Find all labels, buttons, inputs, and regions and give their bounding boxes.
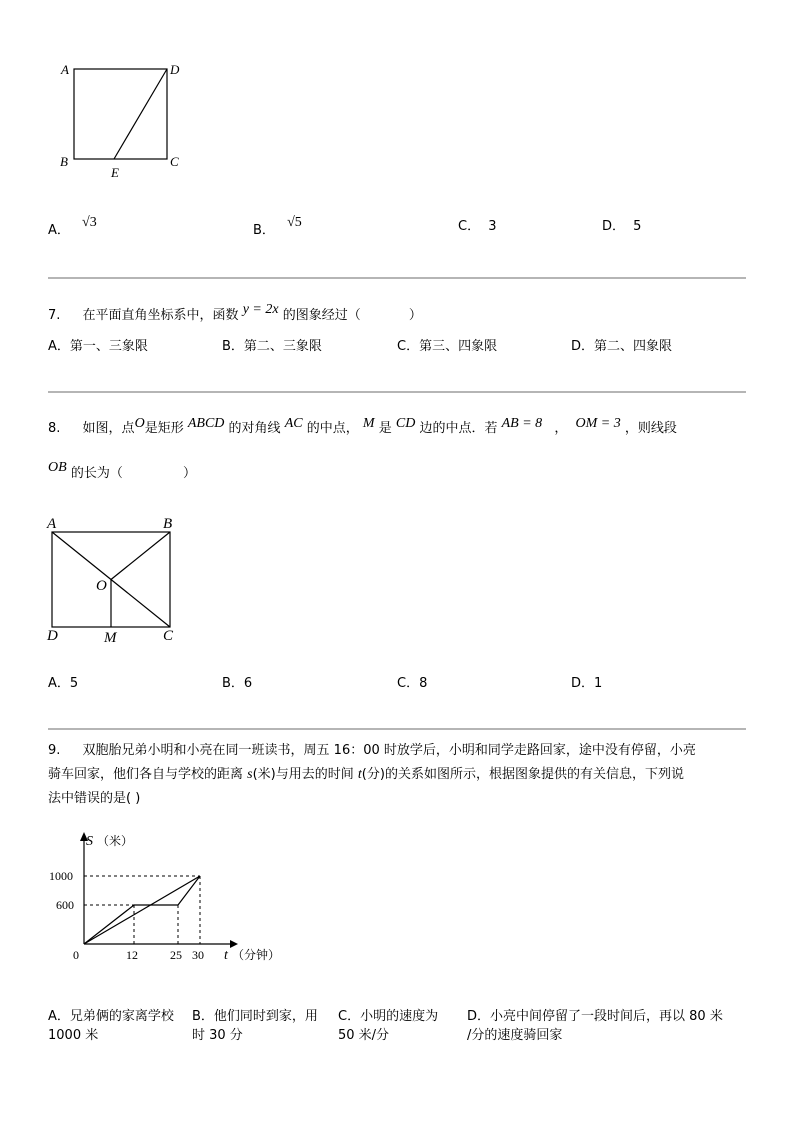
q8-segment-ob: OB — [48, 460, 67, 475]
divider-2 — [48, 391, 746, 393]
q8-figure — [44, 510, 194, 650]
q9-ytick-1000: 1000 — [49, 869, 73, 883]
q9-line2-b: (米)与用去的时间 — [252, 767, 354, 782]
q9-option-c[interactable] — [338, 1007, 438, 1045]
q8-point-o: O — [134, 416, 145, 431]
q8-close: ） — [182, 466, 196, 481]
q7-option-a[interactable]: A．第一、三象限 — [48, 339, 148, 354]
q8-t7: ，则线段 — [624, 421, 677, 436]
q6-option-a-letter: A． — [48, 223, 70, 238]
q8-option-b[interactable]: B．6 — [222, 676, 253, 691]
q6-square — [74, 69, 167, 159]
q8-t6: 边的中点．若 — [419, 421, 498, 436]
q6-option-c[interactable] — [458, 215, 497, 234]
q9-stem-line1 — [48, 739, 696, 758]
q9-option-d-line2: /分的速度骑回家 — [467, 1028, 563, 1043]
q9-stem-line3: 法中错误的是( ) — [48, 791, 141, 806]
q6-option-b-value: √5 — [287, 215, 302, 230]
q7-option-d[interactable]: D．第二、四象限 — [571, 339, 673, 354]
q8-option-c[interactable]: C．8 — [397, 676, 428, 691]
q9-t-unit: （分钟） — [232, 948, 281, 962]
q9-ytick-600: 600 — [56, 898, 74, 912]
q9-option-d-line1: D．小亮中间停留了一段时间后，再以 80 米 — [467, 1009, 723, 1024]
q9-option-c-line1: C．小明的速度为 — [338, 1009, 439, 1024]
q9-line-xiaoming — [84, 876, 200, 944]
q9-origin: 0 — [73, 948, 79, 962]
q9-xtick-30: 30 — [192, 948, 204, 962]
q9-line1: 双胞胎兄弟小明和小亮在同一班读书，周五 16：00 时放学后，小明和同学走路回家，途中没有停留，小亮 — [82, 743, 696, 758]
q8-number: 8. — [48, 421, 61, 436]
q9-graph — [40, 826, 290, 971]
q6-option-b[interactable] — [253, 215, 302, 239]
q8-comma: ， — [554, 421, 568, 436]
q9-option-a-line2: 1000 米 — [48, 1028, 99, 1043]
q8-option-a[interactable]: A．5 — [48, 676, 79, 691]
q8-t1: 如图，点 — [82, 421, 135, 436]
q6-option-b-letter: B． — [253, 223, 275, 238]
q9-var-t: t — [357, 767, 362, 782]
q9-option-c-line2: 50 米/分 — [338, 1028, 390, 1043]
q8-label-m: M — [104, 630, 117, 646]
q7-option-c[interactable]: C．第三、四象限 — [397, 339, 498, 354]
q8-segment-ob-line — [111, 532, 170, 580]
q8-t8: 的长为（ — [70, 466, 123, 481]
q9-t-label: t — [224, 948, 228, 963]
q7-option-b[interactable]: B．第二、三象限 — [222, 339, 322, 354]
divider-3 — [48, 728, 746, 730]
q6-segment-de — [114, 69, 167, 159]
q6-option-d-letter: D． — [602, 219, 626, 234]
q9-option-b-line2: 时 30 分 — [192, 1028, 243, 1043]
q8-diag-ac: AC — [284, 416, 303, 431]
q6-option-d-value: 5 — [633, 219, 642, 234]
q9-option-a[interactable] — [48, 1007, 174, 1045]
q8-eq-om: OM = 3 — [575, 416, 621, 431]
q6-option-a[interactable] — [48, 215, 97, 239]
q8-rect-abcd: ABCD — [187, 416, 225, 431]
q6-label-d: D — [170, 62, 180, 77]
q7-close: ） — [408, 308, 422, 323]
q8-label-c: C — [163, 628, 174, 644]
q7-stem — [48, 304, 422, 324]
q8-label-o: O — [96, 578, 107, 594]
q8-stem-line1 — [48, 417, 677, 437]
q9-line2-c: (分)的关系如图所示，根据图象提供的有关信息，下列说 — [361, 767, 684, 782]
q8-option-d[interactable]: D．1 — [571, 676, 603, 691]
q8-label-b: B — [163, 516, 173, 532]
q9-s-label: S — [86, 834, 93, 849]
q8-label-d: D — [47, 628, 58, 644]
q8-t4: 的中点， — [306, 421, 359, 436]
q9-s-unit: （米） — [97, 834, 134, 848]
q9-option-b[interactable] — [192, 1007, 318, 1045]
q9-t-axis-arrow — [230, 940, 238, 948]
q6-option-a-value: √3 — [82, 215, 97, 230]
q9-option-a-line1: A．兄弟俩的家离学校 — [48, 1009, 174, 1024]
q9-option-d[interactable] — [467, 1007, 723, 1045]
q8-t5: 是 — [378, 421, 392, 436]
q9-xtick-25: 25 — [170, 948, 182, 962]
q8-t3: 的对角线 — [228, 421, 281, 436]
q7-number: 7. — [48, 308, 61, 323]
q6-label-a: A — [61, 62, 69, 77]
q9-stem-line2 — [48, 763, 684, 783]
q6-option-c-value: 3 — [488, 219, 497, 234]
q8-label-a: A — [47, 516, 57, 532]
q7-text-before: 在平面直角坐标系中，函数 — [82, 308, 239, 323]
q9-number: 9. — [48, 743, 61, 758]
q9-line2-a: 骑车回家，他们各自与学校的距离 — [48, 767, 244, 782]
q7-formula: y = 2x — [242, 302, 279, 317]
q9-xtick-12: 12 — [126, 948, 138, 962]
q9-option-b-line1: B．他们同时到家，用 — [192, 1009, 318, 1024]
divider-1 — [48, 277, 746, 279]
q6-option-c-letter: C． — [458, 219, 481, 234]
q6-label-e: E — [111, 165, 119, 180]
q8-stem-line2 — [48, 462, 196, 482]
q8-t2: 是矩形 — [144, 421, 184, 436]
q8-side-cd: CD — [395, 416, 416, 431]
q7-text-after: 的图象经过（ — [282, 308, 361, 323]
q9-var-s: s — [247, 767, 253, 782]
q8-point-m: M — [362, 416, 375, 431]
q6-option-d[interactable] — [602, 215, 641, 234]
q6-label-b: B — [60, 154, 68, 169]
q6-figure — [55, 58, 195, 183]
q8-eq-ab: AB = 8 — [501, 416, 543, 431]
q6-label-c: C — [170, 154, 179, 169]
